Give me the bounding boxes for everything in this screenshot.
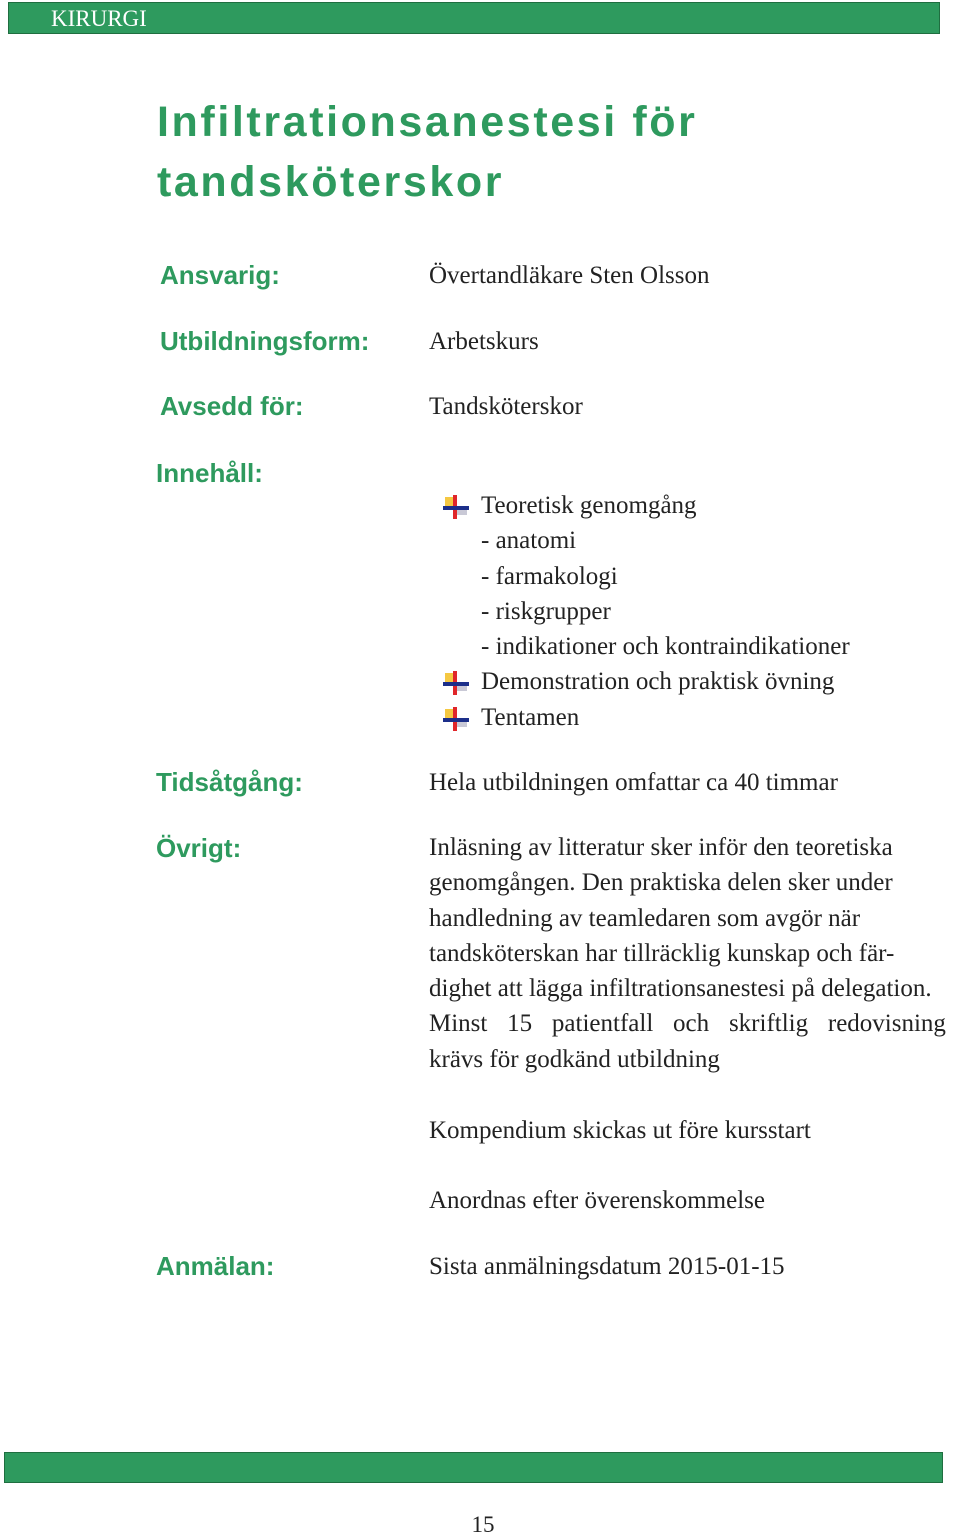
- ovrigt-word: och: [673, 1010, 710, 1038]
- sub-item: - farmakologi: [481, 562, 618, 590]
- ovrigt-word: 15: [507, 1010, 533, 1038]
- utbildningsform-value: Arbetskurs: [429, 328, 539, 355]
- plus-bullet-icon: [443, 495, 469, 519]
- content-list: [443, 488, 850, 735]
- ansvarig-label: Ansvarig:: [160, 260, 280, 290]
- page-title: [157, 92, 697, 212]
- title-line-1: Infiltrationsanestesi för: [157, 98, 698, 146]
- ovrigt-word: redovisning: [827, 1010, 946, 1038]
- list-item: [443, 664, 850, 699]
- anordnas-note: Anordnas efter överenskommelse: [429, 1187, 765, 1214]
- ovrigt-word: skriftlig: [728, 1010, 809, 1038]
- ovrigt-line: dighet att lägga infiltrationsanestesi på delegation.: [429, 975, 932, 1003]
- ovrigt-line: Inläsning av litteratur sker inför den teoretiska: [429, 834, 893, 861]
- ovrigt-line-justified: [429, 1006, 946, 1041]
- section-label: KIRURGI: [51, 6, 147, 31]
- list-item: [443, 700, 850, 735]
- header-bar: [8, 2, 940, 34]
- plus-bullet-icon: [443, 707, 469, 731]
- avsedd-for-label: Avsedd för:: [160, 391, 304, 421]
- list-item: [443, 488, 850, 664]
- list-item-text: Teoretisk genomgång: [481, 492, 697, 519]
- footer-bar: [4, 1452, 943, 1483]
- plus-bullet-icon: [443, 671, 469, 695]
- ansvarig-value: Övertandläkare Sten Olsson: [429, 262, 710, 289]
- ovrigt-line: krävs för godkänd utbildning: [429, 1045, 720, 1073]
- ovrigt-word: patientfall: [551, 1010, 654, 1038]
- sub-item: - riskgrupper: [481, 597, 611, 625]
- innehall-label: Innehåll:: [156, 458, 263, 488]
- avsedd-for-value: Tandsköterskor: [429, 393, 583, 420]
- utbildningsform-label: Utbildningsform:: [160, 326, 370, 356]
- title-line-2: tandsköterskor: [157, 158, 505, 206]
- ovrigt-line: handledning av teamledaren som avgör när: [429, 904, 861, 932]
- ovrigt-text: [429, 830, 949, 1077]
- page-number: 15: [471, 1512, 495, 1537]
- ovrigt-line: tandsköterskan har tillräcklig kunskap och fär-: [429, 939, 895, 967]
- kompendium-note: Kompendium skickas ut före kursstart: [429, 1117, 811, 1144]
- tidsatgang-value: Hela utbildningen omfattar ca 40 timmar: [429, 769, 838, 796]
- tidsatgang-label: Tidsåtgång:: [156, 767, 303, 797]
- anmalan-label: Anmälan:: [156, 1251, 275, 1281]
- ovrigt-line: genomgången. Den praktiska delen sker under: [429, 869, 893, 897]
- ovrigt-word: Minst: [429, 1010, 488, 1038]
- sub-item: - indikationer och kontraindikationer: [481, 633, 850, 661]
- anmalan-value: Sista anmälningsdatum 2015-01-15: [429, 1253, 785, 1280]
- list-item-text: Demonstration och praktisk övning: [481, 668, 835, 696]
- list-item-text: Tentamen: [481, 703, 580, 731]
- ovrigt-label: Övrigt:: [156, 833, 242, 863]
- sub-item: - anatomi: [481, 527, 577, 555]
